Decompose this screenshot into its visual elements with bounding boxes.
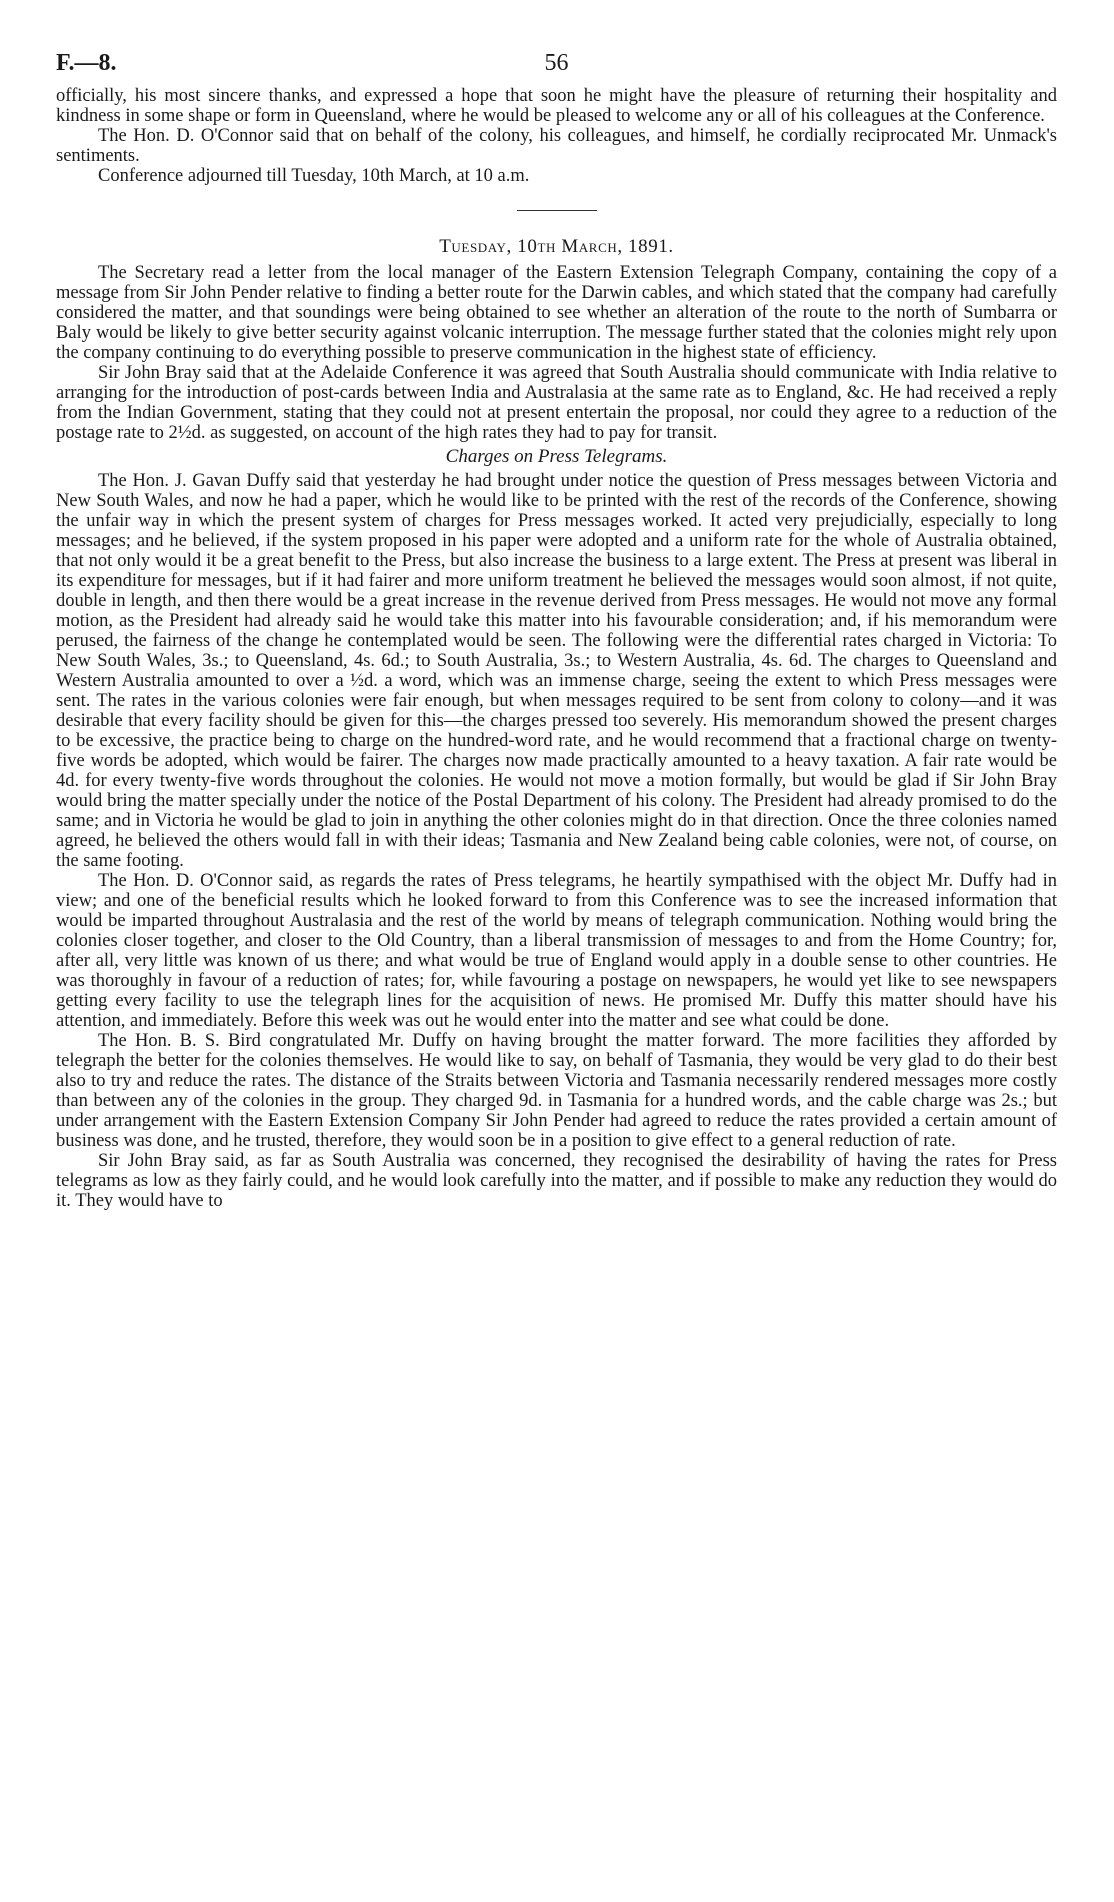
page-number: 56 [544,50,569,76]
paragraph: Conference adjourned till Tuesday, 10th March, at 10 a.m. [98,166,530,186]
paragraph: officially, his most sincere thanks, and expressed a hope that soon he might have the pleasure of returning their hospitality and kindness in some shape or form in Queensland, where he would be pleased to welcome any or all of his colleagues at the Conference. [56,86,1057,126]
paragraph: Sir John Bray said that at the Adelaide Conference it was agreed that South Australia should communicate with India relative to arranging for the introduction of post-cards between India and Australasia at the same rate as to England, &c. He had received a reply from the Indian Government, stating that they could not at present entertain the proposal, nor could they agree to a reduction of the postage rate to 2½d. as suggested, on account of the high rates they had to pay for transit. [56,363,1057,443]
paragraph: The Hon. D. O'Connor said that on behalf of the colony, his colleagues, and himself, he cordially reciprocated Mr. Unmack's sentiments. [56,126,1057,166]
paragraph: The Secretary read a letter from the local manager of the Eastern Extension Telegraph Company, containing the copy of a message from Sir John Pender relative to finding a better route for the Darwin cables, and which stated that the company had carefully considered the matter, and that soundings were being obtained to see whether an alteration of the route to the north of Sumbarra or Baly would be likely to give better security against volcanic interruption. The message further stated that the colonies might rely upon the company continuing to do everything possible to preserve communication in the highest state of efficiency. [56,263,1057,363]
document-id: F.—8. [56,50,117,76]
paragraph: The Hon. B. S. Bird congratulated Mr. Duffy on having brought the matter forward. The more facilities they afforded by telegraph the better for the colonies themselves. He would like to say, on behalf of Tasmania, they would be very glad to do their best also to try and reduce the rates. The distance of the Straits between Victoria and Tasmania necessarily rendered messages more costly than between any of the colonies in the group. They charged 9d. in Tasmania for a hundred words, and the cable charge was 2s.; but under arrangement with the Eastern Extension Company Sir John Pender had agreed to reduce the rates provided a certain amount of business was done, and he trusted, therefore, they would soon be in a position to give effect to a general reduction of rate. [56,1031,1057,1151]
section-subheading: Charges on Press Telegrams. [445,446,668,467]
page-header [56,42,1057,86]
paragraph: The Hon. J. Gavan Duffy said that yesterday he had brought under notice the question of Press messages between Victoria and New South Wales, and now he had a paper, which he would like to be printed with the rest of the records of the Conference, showing the unfair way in which the present system of charges for Press messages worked. It acted very prejudicially, especially to long messages; and he believed, if the system proposed in his paper were adopted and a uniform rate for the whole of Australia obtained, that not only would it be a great benefit to the Press, but also increase the business to a large extent. The Press at present was liberal in its expenditure for messages, but if it had fairer and more uniform treatment he believed the messages would soon almost, if not quite, double in length, and then there would be a great increase in the revenue derived from Press messages. He would not move any formal motion, as the President had already said he would take this matter into his favourable consideration; and, if his memorandum were perused, the fairness of the change he contemplated would be seen. The following were the differential rates charged in Victoria: To New South Wales, 3s.; to Queensland, 4s. 6d.; to South Australia, 3s.; to Western Australia, 4s. 6d. The charges to Queensland and Western Australia amounted to over a ½d. a word, which was an immense charge, seeing the extent to which Press messages were sent. The rates in the various colonies were fair enough, but when messages required to be sent from colony to colony—and it was desirable that every facility should be given for this—the charges pressed too severely. His memorandum showed the present charges to be excessive, the practice being to charge on the hundred-word rate, and he would recommend that a fractional charge on twenty-five words be adopted, which would be fairer. The charges now made practically amounted to a heavy taxation. A fair rate would be 4d. for every twenty-five words throughout the colonies. He would not move a motion formally, but would be glad if Sir John Bray would bring the matter specially under the notice of the Postal Department of his colony. The President had already promised to do the same; and in Victoria he would be glad to join in anything the other colonies might do in that direction. Once the three colonies named agreed, he believed the others would fall in with their ideas; Tasmania and New Zealand being cable colonies, were not, of course, on the same footing. [56,471,1057,871]
document-body [56,86,1057,1211]
section-divider [517,210,597,211]
paragraph: The Hon. D. O'Connor said, as regards the rates of Press telegrams, he heartily sympathised with the object Mr. Duffy had in view; and one of the beneficial results which he looked forward to from this Conference was to see the increased information that would be imparted throughout Australasia and the rest of the world by means of telegraph communication. Nothing would bring the colonies closer together, and closer to the Old Country, than a liberal transmission of messages to and from the Home Country; for, after all, very little was known of us there; and what would be true of England would apply in a double sense to other countries. He was thoroughly in favour of a reduction of rates; for, while favouring a postage on newspapers, he would yet like to see newspapers getting every facility to use the telegraph lines for the acquisition of news. He promised Mr. Duffy this matter should have his attention, and immediately. Before this week was out he would enter into the matter and see what could be done. [56,871,1057,1031]
date-heading: Tuesday, 10th March, 1891. [439,236,674,257]
paragraph: Sir John Bray said, as far as South Australia was concerned, they recognised the desirability of having the rates for Press telegrams as low as they fairly could, and he would look carefully into the matter, and if possible to make any reduction they would do it. They would have to [56,1151,1057,1211]
